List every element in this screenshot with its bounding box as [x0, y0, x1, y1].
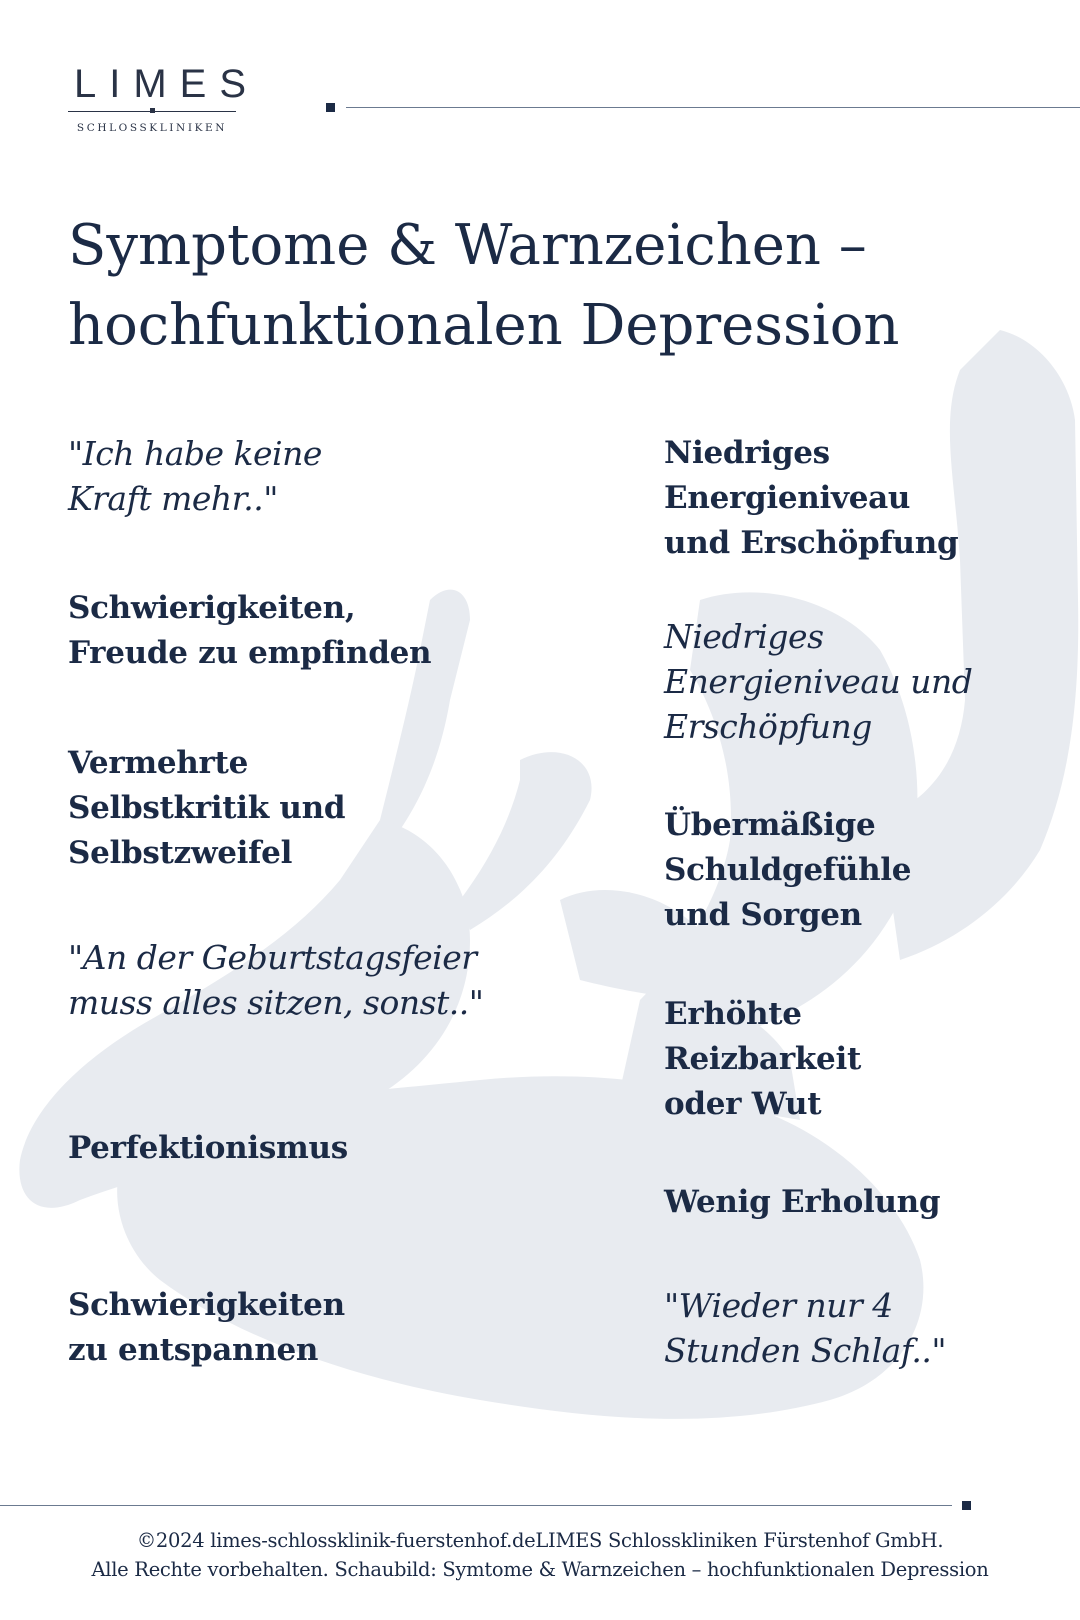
symptom-right-2: Niedriges Energieniveau und Erschöpfung [664, 617, 973, 746]
symptom-left-1: "Ich habe keine Kraft mehr.." [68, 434, 322, 518]
page-title-line-1: Symptome & Warnzeichen – [68, 213, 867, 278]
symptom-left-6: Schwierigkeiten zu entspannen [68, 1287, 345, 1368]
symptom-left-3: Vermehrte Selbstkritik und Selbstzweifel [68, 745, 346, 871]
symptom-right-3: Übermäßige Schuldgefühle und Sorgen [664, 807, 912, 933]
symptom-right-4: Erhöhte Reizbarkeit oder Wut [664, 996, 861, 1122]
top-square-marker [326, 103, 335, 112]
bottom-divider-line [0, 1505, 952, 1506]
symptom-right-6: "Wieder nur 4 Stunden Schlaf.." [664, 1286, 947, 1370]
limes-logo [68, 62, 260, 134]
symptom-left-4: "An der Geburtstagsfeier muss alles sitzen, sonst.." [68, 938, 484, 1022]
symptom-right-5: Wenig Erholung [664, 1184, 941, 1220]
footer-line-1: ©2024 limes-schlossklinik-fuerstenhof.deLIMES Schlosskliniken Fürstenhof GmbH. [136, 1529, 944, 1552]
bottom-square-marker [962, 1501, 971, 1510]
page-title [68, 206, 1058, 366]
logo-subtitle: SCHLOSSKLINIKEN [76, 122, 228, 134]
symptom-left-2: Schwierigkeiten, Freude zu empfinden [68, 590, 432, 671]
page-title-line-2: hochfunktionalen Depression [68, 293, 900, 358]
symptom-left-5: Perfektionismus [68, 1130, 348, 1166]
symptom-right-1: Niedriges Energieniveau und Erschöpfung [664, 435, 959, 561]
top-divider-line [346, 107, 1080, 108]
logo-divider [68, 106, 236, 116]
copyright-footer [0, 1526, 1080, 1584]
logo-wordmark: LIMES [74, 62, 260, 106]
footer-line-2: Alle Rechte vorbehalten. Schaubild: Symtome & Warnzeichen – hochfunktionalen Depression [91, 1558, 989, 1581]
